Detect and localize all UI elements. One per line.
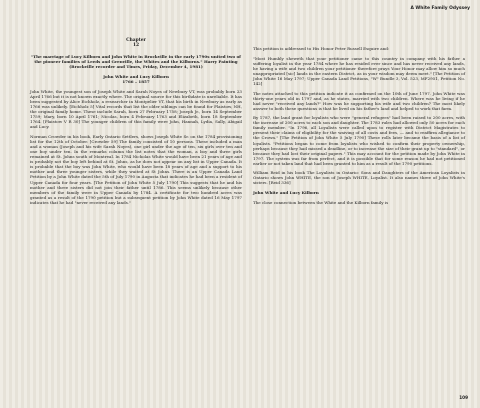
right-paragraph: William Reid in his book The Loyalists in Ontario: Sons and Daughters of the American Loyalists in Ontario shows John WHITE, the son of Joseph WHITE, Loyalist. It also names three of John White's sisters. [Reid 336] (253, 170, 465, 186)
right-paragraph: By 1787, the land grant for loyalists who were "general refugees" had been raised to 200 acres, with the increase of 200 acres to each son and daughter. The 1783 rules had allowed only 50 acres for each family member. "In 1796, all Loyalists were called upon to register with District Magistrates to present their claims of eligibility for the waiving of all costs and fees, — and to reaffirm allegiance to the Crown." [The Petition of John White 5 July 1790] These rolls later became the basis of a list of loyalists. "Petitions began to come from loyalists who wished to confirm their property ownership, perhaps because they had missed a deadline, or to increase the size of their grant up to "standard", or because they had lost their original papers." This may account for the petition made by John White in 1797. The system was far from perfect, and it is possible that for some reason he had not petitioned earlier or not taken land that had been granted to him as a result of the 1790 petitions. (253, 115, 465, 166)
page-number: 109 (459, 395, 468, 400)
right-paragraph: "Most Humbly sheweth that your petitioner came to this country in company with his father a suffering loyalist in the year 1784 where he has resided ever since and has never received any lands, he having a wife and two children your petitioner therefore prays Your Honor may allow him so much unappropriated [sic] lands in the eastern District, as in your wisdom may deem meet." [The Petition of John White 16 May 1797; Upper Canada Land Petitions, "W" Bundle 3, Vol. 523, MF2951, Petition No. 142] (253, 55, 465, 86)
subhead-years: 1766 – 1857 (122, 79, 150, 85)
left-paragraph: Norman Crowder in his book, Early Ontario Settlers, shows Joseph White Sr. on the 1784 provisioning list for the 12th of October. [Crowder 59] The family consisted of 10 persons. These included a man and a woman (Joseph and his wife Sarah Noyes), one girl under the age of ten, six girls over ten and one boy under ten. In the remarks column the list notes that the woman, a boy and three girls remained at St. Johns south of Montreal. In 1784 Nicholas White would have been 21 years of age and is probably not the boy left behind at St. Johns, as he does not appear on any list in Upper Canada. It is probable that the boy was John White, who would have been 18 years of age and a support to his mother and three younger sisters, while they waited at St Johns. There is an Upper Canada Land Petition by a John White dated the 5th of July 1790 in Augusta that indicates he had been a resident of Upper Canada for four years. [The Petition of John White 5 July 1790] This suggests that he and his mother and three sisters did not join their father until 1786. This seems unlikely because other members of the family were in Upper Canada by 1784. A certificate for two hundred acres was granted as a result of the 1790 petition but a subsequent petition by John White dated 16 May 1797 indicates that he had "never received any lands." (30, 134, 242, 205)
chapter-label: Chapter (126, 38, 146, 43)
left-paragraph: John White, the youngest son of Joseph White and Sarah Noyes of Newbury VT, was probably born 23 April 1766 but it is not known exactly where. The original source for this birthdate is unreliable. It has been suggested by Alice Eichholz, a researcher in Montpelier VT, that his birth in Newbury as early as 1766 was unlikely. [Eichholz 5] Vital records that list the older siblings can be found for Plaistow, NH, the original family home. These include Sarah, born 27 February 1758; Joseph Jr., born 14 September 1759; Mary, born 10 April 1761; Nicolas, born 4 February 1763 and Elizabeth, born 18 September 1764. [Plaistow V R 30] The younger children of this family were John, Hannah, Lydia, Sally, Abigail and Lucy. (30, 89, 242, 130)
chapter-number: 12 (132, 43, 140, 49)
right-paragraph: The notes attached to this petition indicate it as confirmed on the 10th of June 1797. John White was thirty-one years old in 1797 and, as he states, married with two children. Where was he living if he had never "received any lands?" How was he supporting his wife and two children? The most likely answer to both these questions is that he lived on his father's land and helped to work that farm. (253, 90, 465, 111)
running-header: A White Family Odyssey (410, 6, 470, 11)
right-column (253, 46, 465, 209)
right-last-line: The close connection between the White and the Kilborn family is (253, 199, 389, 205)
right-paragraph: This petition is addressed to His Honor Peter Russell Esquire and: (253, 46, 390, 51)
subhead-name: John White and Lucy Kilborn (103, 74, 169, 80)
right-subhead: John White and Lucy Kilborn (253, 190, 319, 196)
article-title: "The marriage of Lucy Kilborn and John White in Brockville in the early 1790s united two of the pioneer families of Leeds and Grenville, the Whites and the Kilborns." Harry Painting (Brockville recorder and Times, Friday, December 4, 1981) (31, 53, 241, 70)
left-column (30, 38, 242, 209)
